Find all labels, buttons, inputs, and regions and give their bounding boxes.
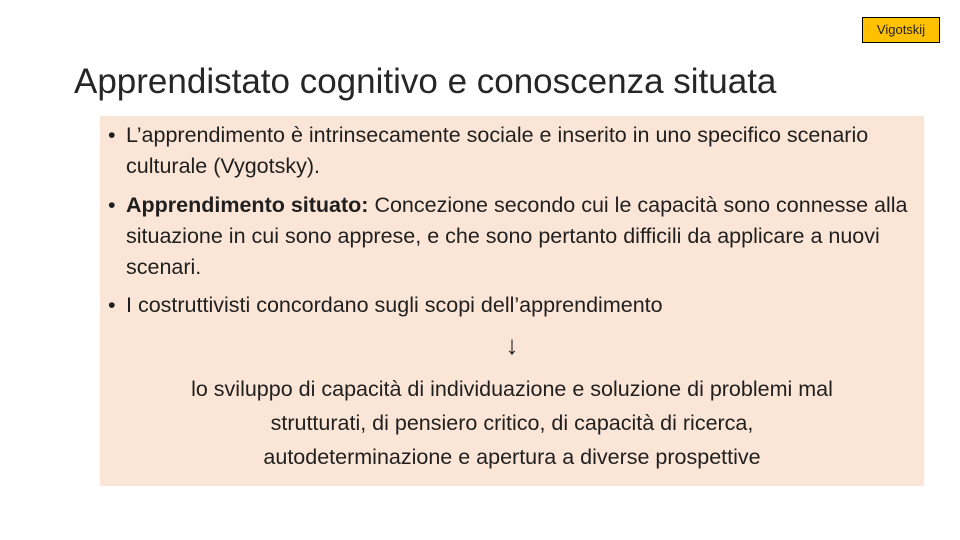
content-box	[100, 116, 924, 486]
down-arrow-icon: ↓	[505, 330, 519, 360]
conclusion-line: lo sviluppo di capacità di individuazione e soluzione di problemi mal	[191, 377, 833, 401]
bullet-text-body: L’apprendimento è intrinsecamente sociale e inserito in uno specifico scenario culturale (Vygotsky).	[126, 123, 869, 178]
bullet-text	[108, 190, 918, 283]
bullet-text-body: I costruttivisti concordano sugli scopi dell’apprendimento	[126, 293, 663, 317]
bullet-text	[108, 120, 918, 182]
topic-tag: Vigotskij	[862, 17, 940, 43]
conclusion-line: strutturati, di pensiero critico, di capacità di ricerca,	[270, 411, 754, 435]
bullet-item	[108, 120, 918, 182]
conclusion-text	[110, 372, 914, 474]
bullet-text-body: Concezione secondo cui le capacità sono connesse alla situazione in cui sono apprese, e che sono pertanto difficili da applicare a nuovi scenari.	[126, 193, 908, 279]
bullet-dot-icon: •	[108, 193, 116, 217]
bullet-dot-icon: •	[108, 123, 116, 147]
bullet-text	[108, 290, 918, 321]
bullet-item	[108, 190, 918, 283]
bullet-bold-term: Apprendimento situato:	[126, 193, 369, 217]
slide-title: Apprendistato cognitivo e conoscenza situata	[74, 62, 777, 101]
bullet-item	[108, 290, 918, 321]
bullet-dot-icon: •	[108, 293, 116, 317]
conclusion-line: autodeterminazione e apertura a diverse prospettive	[263, 445, 761, 469]
